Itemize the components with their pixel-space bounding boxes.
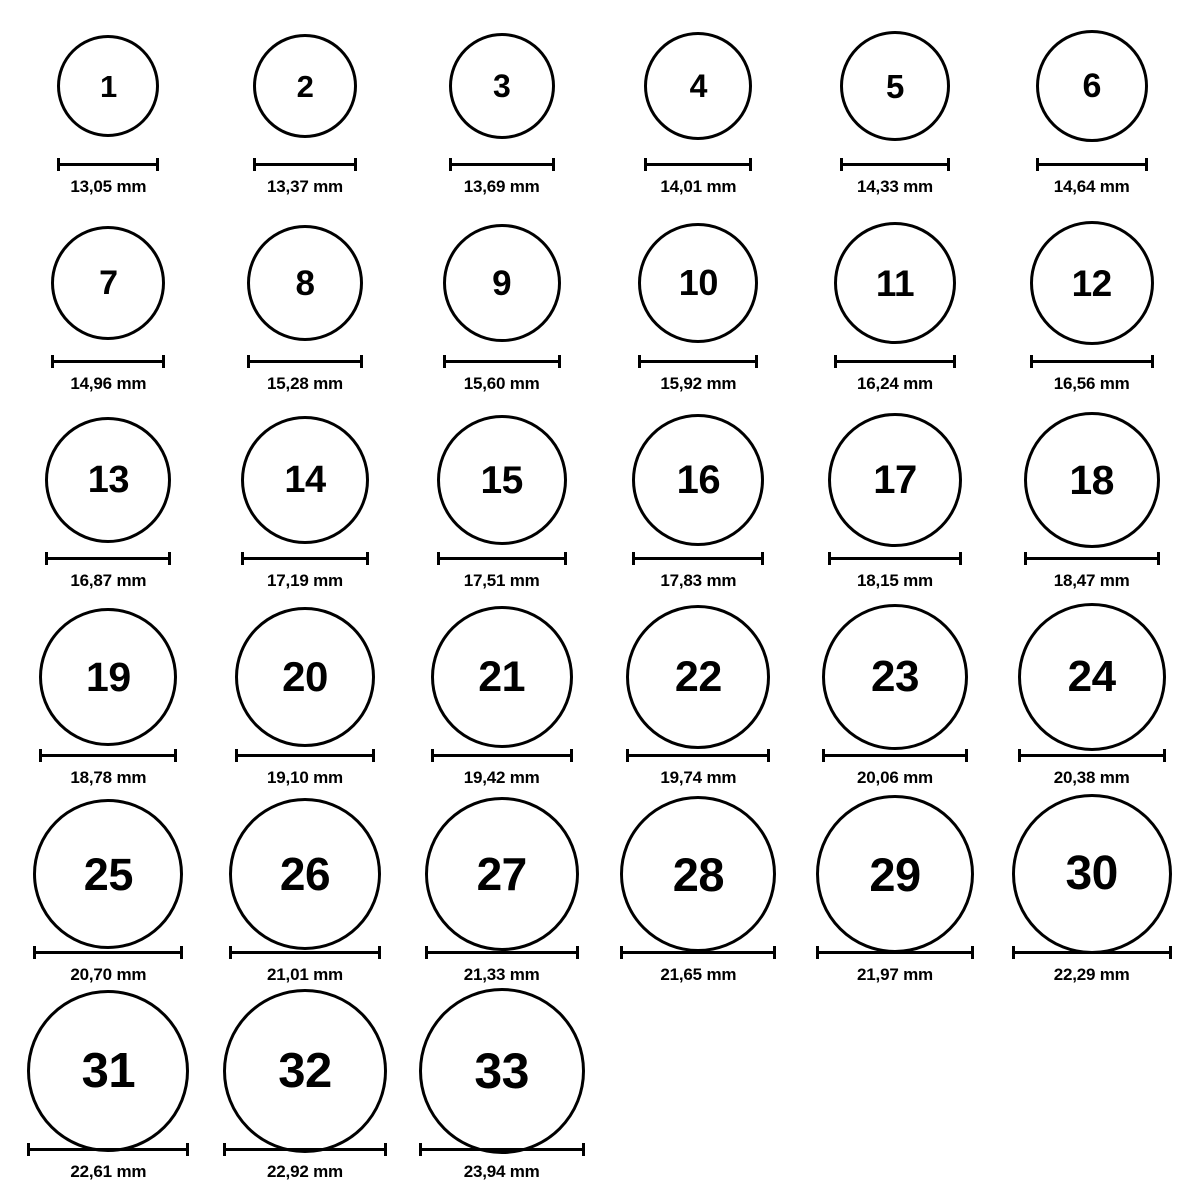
measurement-ruler-icon: [443, 355, 561, 367]
ruler-cap-right: [755, 355, 758, 368]
ruler-bar: [1036, 163, 1148, 166]
ruler-bar: [840, 163, 950, 166]
ring-diameter-label: 14,33 mm: [857, 177, 933, 196]
ring-circle-icon: [51, 226, 165, 340]
ruler-cap-right: [354, 158, 357, 171]
ring-circle-icon: [644, 32, 752, 140]
measurement-ruler-icon: [620, 946, 776, 958]
ring-diameter-label: 13,37 mm: [267, 177, 343, 196]
ring-circle-wrapper: [443, 215, 561, 351]
ring-circle-wrapper: [1018, 609, 1166, 745]
ruler-cap-left: [1018, 749, 1021, 762]
ring-circle-wrapper: [626, 609, 770, 745]
ring-circle-icon: [816, 795, 974, 953]
measurement-ruler-icon: [449, 158, 555, 170]
ruler-cap-left: [443, 355, 446, 368]
measurement-ruler-icon: [840, 158, 950, 170]
ruler-cap-left: [828, 552, 831, 565]
measurement-ruler-icon: [419, 1143, 585, 1155]
ring-size-cell: [993, 18, 1190, 215]
ring-size-cell: [600, 18, 797, 215]
ring-circle-wrapper: [644, 18, 752, 154]
ring-circle-wrapper: [247, 215, 363, 351]
ring-circle-wrapper: [425, 806, 579, 942]
measurement-ruler-icon: [1024, 552, 1160, 564]
ring-circle-icon: [443, 224, 561, 342]
ring-circle-icon: [241, 416, 369, 544]
ring-circle-icon: [822, 604, 968, 750]
ring-size-cell: [403, 215, 600, 412]
ruler-cap-left: [1030, 355, 1033, 368]
ring-diameter-label: 16,87 mm: [70, 571, 147, 590]
ring-size-cell: [10, 18, 207, 215]
ruler-cap-right: [959, 552, 962, 565]
measurement-ruler-icon: [253, 158, 357, 170]
ruler-cap-right: [570, 749, 573, 762]
ruler-cap-right: [767, 749, 770, 762]
measurement-ruler-icon: [626, 749, 770, 761]
ring-circle-wrapper: [834, 215, 956, 351]
ring-size-cell: [797, 806, 994, 1003]
ring-circle-icon: [45, 417, 171, 543]
ring-size-cell: [403, 412, 600, 609]
ruler-cap-left: [253, 158, 256, 171]
ring-size-number: 8: [295, 263, 315, 303]
ruler-bar: [431, 754, 573, 757]
ring-size-number: 1: [99, 68, 117, 104]
ring-circle-icon: [1036, 30, 1148, 142]
ring-diameter-label: 14,64 mm: [1053, 177, 1130, 196]
ring-diameter-label: 17,19 mm: [267, 571, 343, 590]
ring-circle-icon: [840, 31, 950, 141]
ring-size-number: 13: [87, 459, 129, 501]
ring-diameter-label: 22,29 mm: [1053, 965, 1130, 984]
ring-circle-wrapper: [816, 806, 974, 942]
ring-circle-wrapper: [27, 1003, 189, 1139]
ring-circle-wrapper: [437, 412, 567, 548]
ring-size-number: 19: [86, 653, 131, 700]
ring-size-cell: [797, 215, 994, 412]
ring-circle-wrapper: [45, 412, 171, 548]
ruler-cap-right: [564, 552, 567, 565]
ruler-cap-left: [644, 158, 647, 171]
ring-size-cell: [403, 806, 600, 1003]
ring-circle-icon: [638, 223, 758, 343]
measurement-ruler-icon: [1036, 158, 1148, 170]
ruler-cap-right: [1163, 749, 1166, 762]
ruler-cap-left: [425, 946, 428, 959]
ruler-cap-right: [156, 158, 159, 171]
ruler-bar: [620, 951, 776, 954]
ring-circle-wrapper: [431, 609, 573, 745]
ruler-cap-left: [235, 749, 238, 762]
ring-size-number: 26: [279, 848, 331, 900]
ring-circle-icon: [620, 796, 776, 952]
ring-diameter-label: 21,97 mm: [857, 965, 933, 984]
ring-diameter-label: 19,42 mm: [463, 768, 540, 787]
ruler-cap-right: [366, 552, 369, 565]
ring-size-number: 27: [476, 848, 527, 900]
ruler-bar: [57, 163, 159, 166]
ring-circle-icon: [235, 607, 375, 747]
ring-circle-icon: [1018, 603, 1166, 751]
measurement-ruler-icon: [229, 946, 381, 958]
ruler-cap-left: [816, 946, 819, 959]
measurement-ruler-icon: [51, 355, 165, 367]
ruler-cap-right: [749, 158, 752, 171]
measurement-ruler-icon: [235, 749, 375, 761]
ring-size-number: 21: [478, 652, 526, 701]
ring-circle-wrapper: [235, 609, 375, 745]
ring-size-number: 33: [474, 1043, 529, 1099]
ring-size-number: 20: [282, 653, 328, 700]
ring-circle-wrapper: [223, 1003, 387, 1139]
measurement-ruler-icon: [638, 355, 758, 367]
ring-size-number: 25: [83, 848, 133, 900]
ring-diameter-label: 16,56 mm: [1053, 374, 1130, 393]
ruler-bar: [247, 360, 363, 363]
ruler-cap-left: [247, 355, 250, 368]
ring-size-number: 31: [81, 1043, 136, 1098]
ring-diameter-label: 18,15 mm: [857, 571, 933, 590]
ring-size-cell: [207, 215, 404, 412]
ruler-bar: [828, 557, 962, 560]
ring-circle-icon: [247, 225, 363, 341]
ring-diameter-label: 15,60 mm: [463, 374, 540, 393]
ring-diameter-label: 23,94 mm: [463, 1162, 540, 1181]
ring-diameter-label: 20,06 mm: [857, 768, 933, 787]
measurement-ruler-icon: [27, 1143, 189, 1155]
ring-size-cell: [797, 609, 994, 806]
measurement-ruler-icon: [247, 355, 363, 367]
ring-size-cell: [403, 18, 600, 215]
ring-circle-wrapper: [241, 412, 369, 548]
ruler-cap-right: [1169, 946, 1172, 959]
ruler-bar: [223, 1148, 387, 1151]
ruler-cap-left: [1036, 158, 1039, 171]
ring-diameter-label: 22,61 mm: [70, 1162, 147, 1181]
ring-size-number: 9: [492, 263, 512, 303]
ring-circle-wrapper: [253, 18, 357, 154]
ruler-cap-left: [33, 946, 36, 959]
ring-circle-wrapper: [1012, 806, 1172, 942]
ring-circle-icon: [39, 608, 177, 746]
ruler-cap-right: [576, 946, 579, 959]
ruler-cap-left: [229, 946, 232, 959]
ruler-cap-right: [947, 158, 950, 171]
ruler-bar: [822, 754, 968, 757]
ruler-cap-right: [180, 946, 183, 959]
ring-circle-icon: [431, 606, 573, 748]
ring-size-number: 14: [284, 459, 326, 501]
measurement-ruler-icon: [431, 749, 573, 761]
ring-circle-icon: [1012, 794, 1172, 954]
ring-circle-icon: [229, 798, 381, 950]
ring-size-number: 24: [1067, 652, 1116, 701]
ruler-cap-right: [582, 1143, 585, 1156]
ruler-cap-left: [419, 1143, 422, 1156]
ruler-bar: [1024, 557, 1160, 560]
ring-circle-wrapper: [1030, 215, 1154, 351]
ruler-cap-right: [1151, 355, 1154, 368]
ring-circle-wrapper: [449, 18, 555, 154]
measurement-ruler-icon: [644, 158, 752, 170]
ruler-cap-right: [761, 552, 764, 565]
ruler-bar: [229, 951, 381, 954]
ring-diameter-label: 16,24 mm: [857, 374, 933, 393]
measurement-ruler-icon: [57, 158, 159, 170]
measurement-ruler-icon: [834, 355, 956, 367]
ring-diameter-label: 20,38 mm: [1053, 768, 1130, 787]
ring-circle-icon: [27, 990, 189, 1152]
ring-size-number: 2: [296, 68, 314, 104]
ruler-bar: [437, 557, 567, 560]
ruler-cap-left: [437, 552, 440, 565]
ring-circle-wrapper: [620, 806, 776, 942]
ruler-cap-left: [39, 749, 42, 762]
ring-size-number: 30: [1065, 847, 1118, 900]
ring-size-cell: [600, 412, 797, 609]
ruler-cap-right: [552, 158, 555, 171]
ring-size-number: 11: [875, 262, 915, 304]
ruler-cap-left: [223, 1143, 226, 1156]
ruler-cap-right: [162, 355, 165, 368]
ring-diameter-label: 17,51 mm: [463, 571, 540, 590]
ruler-cap-right: [773, 946, 776, 959]
ring-size-cell: [797, 18, 994, 215]
ruler-cap-right: [384, 1143, 387, 1156]
ruler-cap-left: [632, 552, 635, 565]
ring-circle-icon: [1024, 412, 1160, 548]
ring-circle-wrapper: [419, 1003, 585, 1139]
ruler-cap-left: [822, 749, 825, 762]
ruler-cap-right: [1157, 552, 1160, 565]
ruler-bar: [33, 951, 183, 954]
measurement-ruler-icon: [241, 552, 369, 564]
ruler-cap-left: [45, 552, 48, 565]
ruler-cap-right: [174, 749, 177, 762]
ring-circle-icon: [33, 799, 183, 949]
ruler-cap-left: [834, 355, 837, 368]
ring-size-number: 32: [278, 1043, 332, 1098]
ring-size-cell: [797, 412, 994, 609]
ring-circle-wrapper: [229, 806, 381, 942]
ring-circle-icon: [223, 989, 387, 1153]
ring-size-grid: [10, 18, 1190, 1200]
ring-circle-wrapper: [1024, 412, 1160, 548]
ruler-cap-left: [1012, 946, 1015, 959]
ruler-cap-left: [57, 158, 60, 171]
ruler-cap-right: [965, 749, 968, 762]
ring-diameter-label: 19,10 mm: [267, 768, 343, 787]
ruler-cap-left: [1024, 552, 1027, 565]
measurement-ruler-icon: [39, 749, 177, 761]
ruler-bar: [1030, 360, 1154, 363]
measurement-ruler-icon: [816, 946, 974, 958]
ruler-cap-right: [360, 355, 363, 368]
ruler-cap-left: [51, 355, 54, 368]
ruler-bar: [1012, 951, 1172, 954]
ring-size-number: 3: [493, 68, 511, 104]
ruler-bar: [834, 360, 956, 363]
ring-diameter-label: 18,78 mm: [70, 768, 147, 787]
ring-diameter-label: 19,74 mm: [660, 768, 737, 787]
ruler-bar: [241, 557, 369, 560]
ring-diameter-label: 18,47 mm: [1053, 571, 1130, 590]
measurement-ruler-icon: [632, 552, 764, 564]
ring-circle-wrapper: [57, 18, 159, 154]
ring-circle-wrapper: [632, 412, 764, 548]
ring-diameter-label: 15,92 mm: [660, 374, 737, 393]
ring-diameter-label: 21,65 mm: [660, 965, 737, 984]
ring-size-number: 29: [869, 847, 921, 901]
measurement-ruler-icon: [1012, 946, 1172, 958]
ruler-bar: [443, 360, 561, 363]
ruler-cap-left: [27, 1143, 30, 1156]
ring-circle-wrapper: [828, 412, 962, 548]
ring-circle-icon: [626, 605, 770, 749]
measurement-ruler-icon: [45, 552, 171, 564]
ruler-cap-left: [449, 158, 452, 171]
measurement-ruler-icon: [425, 946, 579, 958]
ring-diameter-label: 20,70 mm: [70, 965, 147, 984]
ruler-bar: [235, 754, 375, 757]
ruler-bar: [638, 360, 758, 363]
measurement-ruler-icon: [33, 946, 183, 958]
ring-diameter-label: 13,69 mm: [463, 177, 540, 196]
ruler-bar: [632, 557, 764, 560]
ring-circle-icon: [437, 415, 567, 545]
ring-circle-wrapper: [39, 609, 177, 745]
ring-size-cell: [207, 806, 404, 1003]
ring-circle-wrapper: [51, 215, 165, 351]
ring-size-cell: [10, 215, 207, 412]
ring-circle-wrapper: [1036, 18, 1148, 154]
ring-diameter-label: 14,01 mm: [660, 177, 737, 196]
ring-size-number: 28: [672, 847, 724, 901]
ruler-cap-right: [953, 355, 956, 368]
ring-size-cell: [207, 1003, 404, 1200]
ruler-bar: [419, 1148, 585, 1151]
ruler-cap-right: [558, 355, 561, 368]
measurement-ruler-icon: [1018, 749, 1166, 761]
ruler-cap-right: [186, 1143, 189, 1156]
ring-circle-icon: [253, 34, 357, 138]
ring-circle-wrapper: [638, 215, 758, 351]
ring-size-cell: [600, 609, 797, 806]
ring-size-cell: [993, 609, 1190, 806]
ring-size-cell: [403, 609, 600, 806]
ruler-cap-right: [1145, 158, 1148, 171]
ring-circle-icon: [828, 413, 962, 547]
ring-circle-icon: [425, 797, 579, 951]
ruler-bar: [253, 163, 357, 166]
ruler-bar: [816, 951, 974, 954]
ring-size-number: 12: [1071, 262, 1112, 304]
ring-size-number: 23: [871, 652, 919, 701]
ring-diameter-label: 21,33 mm: [463, 965, 540, 984]
ring-size-cell: [10, 1003, 207, 1200]
ring-diameter-label: 22,92 mm: [267, 1162, 343, 1181]
ring-size-cell: [10, 609, 207, 806]
ruler-cap-right: [378, 946, 381, 959]
ring-circle-wrapper: [822, 609, 968, 745]
ring-size-number: 7: [99, 264, 118, 302]
ring-circle-wrapper: [840, 18, 950, 154]
ring-diameter-label: 15,28 mm: [267, 374, 343, 393]
measurement-ruler-icon: [822, 749, 968, 761]
ring-size-number: 10: [678, 262, 718, 303]
ring-size-number: 16: [676, 458, 721, 502]
measurement-ruler-icon: [223, 1143, 387, 1155]
measurement-ruler-icon: [828, 552, 962, 564]
ring-circle-icon: [1030, 221, 1154, 345]
ring-circle-icon: [57, 35, 159, 137]
ruler-cap-right: [372, 749, 375, 762]
ring-size-cell: [993, 412, 1190, 609]
measurement-ruler-icon: [437, 552, 567, 564]
ring-size-cell: [993, 806, 1190, 1003]
ring-circle-icon: [834, 222, 956, 344]
ruler-bar: [1018, 754, 1166, 757]
ring-size-cell: [207, 412, 404, 609]
ring-size-cell: [207, 609, 404, 806]
ruler-bar: [644, 163, 752, 166]
ruler-cap-right: [168, 552, 171, 565]
ruler-bar: [425, 951, 579, 954]
ring-diameter-label: 14,96 mm: [70, 374, 147, 393]
ruler-cap-left: [626, 749, 629, 762]
ring-diameter-label: 17,83 mm: [660, 571, 737, 590]
measurement-ruler-icon: [1030, 355, 1154, 367]
ring-circle-icon: [632, 414, 764, 546]
ring-size-cell: [10, 806, 207, 1003]
ring-size-cell: [207, 18, 404, 215]
ring-size-number: 15: [480, 458, 523, 502]
ring-diameter-label: 13,05 mm: [70, 177, 147, 196]
ruler-bar: [51, 360, 165, 363]
ring-size-number: 4: [689, 68, 707, 104]
ruler-bar: [449, 163, 555, 166]
ruler-cap-right: [971, 946, 974, 959]
ring-size-cell: [600, 806, 797, 1003]
ruler-cap-left: [840, 158, 843, 171]
ring-size-number: 5: [886, 67, 904, 105]
ring-size-number: 6: [1082, 67, 1101, 105]
ring-circle-icon: [419, 988, 585, 1154]
ruler-bar: [39, 754, 177, 757]
ring-size-cell: [600, 215, 797, 412]
ring-size-cell: [993, 215, 1190, 412]
ruler-cap-left: [620, 946, 623, 959]
ruler-cap-left: [638, 355, 641, 368]
ruler-cap-left: [431, 749, 434, 762]
ring-diameter-label: 21,01 mm: [267, 965, 343, 984]
ring-size-number: 18: [1069, 456, 1114, 503]
ring-size-cell: [403, 1003, 600, 1200]
ruler-bar: [45, 557, 171, 560]
ring-circle-wrapper: [33, 806, 183, 942]
ring-size-number: 17: [873, 458, 917, 502]
ruler-bar: [626, 754, 770, 757]
ruler-bar: [27, 1148, 189, 1151]
ring-circle-icon: [449, 33, 555, 139]
ring-size-cell: [10, 412, 207, 609]
ruler-cap-left: [241, 552, 244, 565]
ring-size-number: 22: [674, 652, 722, 701]
